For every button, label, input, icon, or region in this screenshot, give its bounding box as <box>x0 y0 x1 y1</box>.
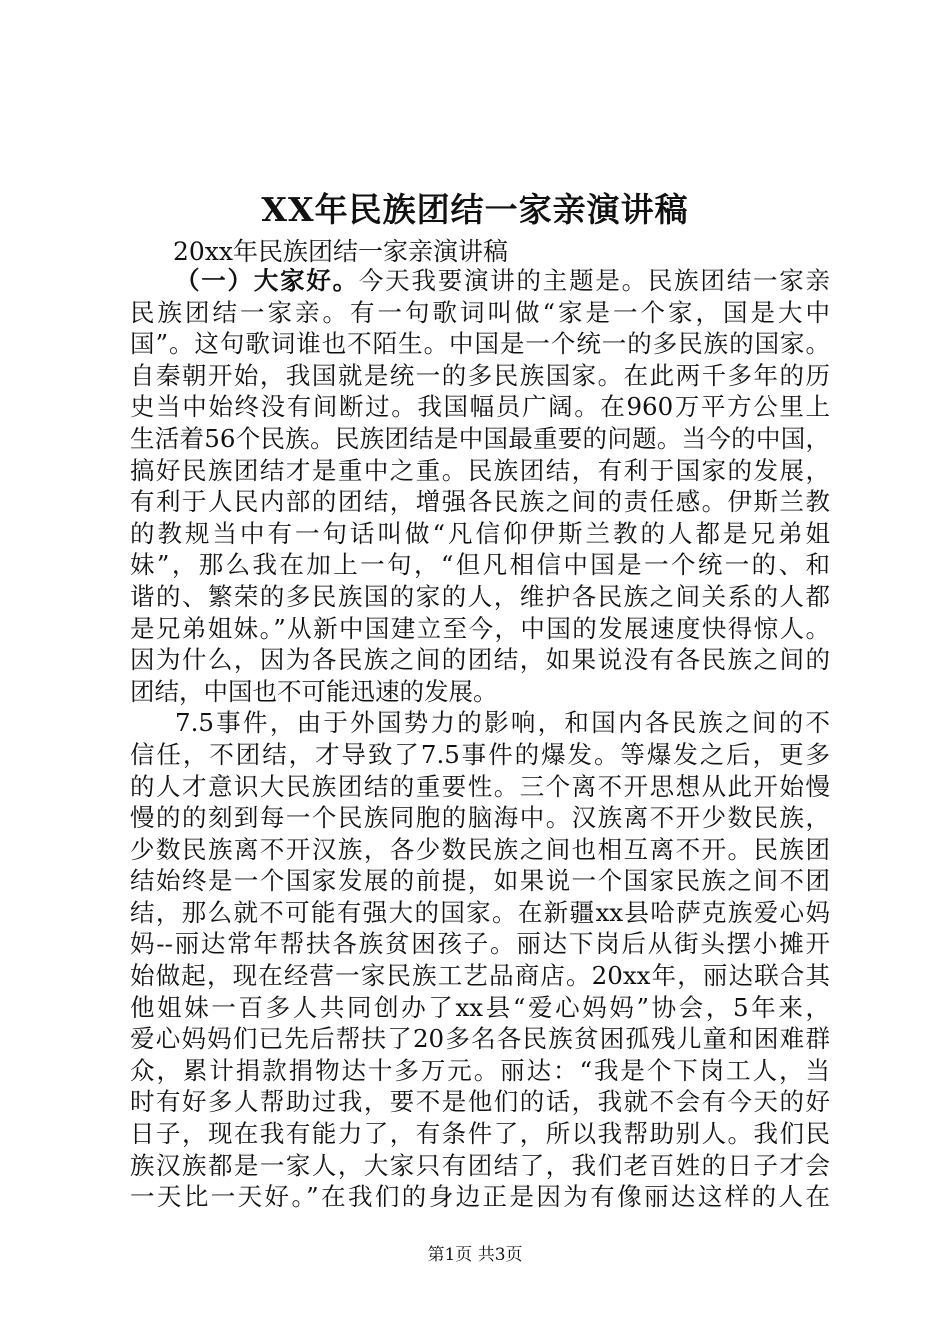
paragraph-line: 生活着56个民族。民族团结是中国最重要的问题。当今的中国， <box>130 423 830 453</box>
paragraph-line: 爱心妈妈们已先后帮扶了20多名各民族贫困孤残儿童和困难群 <box>130 1024 830 1054</box>
paragraph-2 <box>130 707 830 1213</box>
paragraph-line: 始做起，现在经营一家民族工艺品商店。20xx年，丽达联合其 <box>130 961 830 991</box>
paragraph-line: 是兄弟姐妹。”从新中国建立至今，中国的发展速度快得惊人。 <box>130 613 830 643</box>
paragraph-line: 族汉族都是一家人，大家只有团结了，我们老百姓的日子才会 <box>130 1150 830 1180</box>
paragraph-line: 民族团结一家亲。有一句歌词叫做“家是一个家，国是大中 <box>130 297 830 327</box>
paragraph-line: 少数民族离不开汉族，各少数民族之间也相互离不开。民族团 <box>130 834 830 864</box>
paragraph-line: 日子，现在我有能力了，有条件了，所以我帮助别人。我们民 <box>130 1119 830 1149</box>
paragraph-line: 信任，不团结，才导致了7.5事件的爆发。等爆发之后，更多 <box>130 739 830 769</box>
document-body <box>130 265 830 1213</box>
paragraph-line: 结始终是一个国家发展的前提，如果说一个国家民族之间不团 <box>130 866 830 896</box>
paragraph-line: 妈--丽达常年帮扶各族贫困孩子。丽达下岗后从街头摆小摊开 <box>130 929 830 959</box>
paragraph-line: 团结，中国也不可能迅速的发展。 <box>130 676 498 706</box>
document-title: XX年民族团结一家亲演讲稿 <box>261 190 689 229</box>
paragraph-line: 因为什么，因为各民族之间的团结，如果说没有各民族之间的 <box>130 645 830 675</box>
paragraph-line: 自秦朝开始，我国就是统一的多民族国家。在此两千多年的历 <box>130 360 830 390</box>
paragraph-line: 结，那么就不可能有强大的国家。在新疆xx县哈萨克族爱心妈 <box>130 897 830 927</box>
paragraph-line-text: 今天我要演讲的主题是。民族团结一家亲 <box>358 266 831 295</box>
paragraph-lead: （一）大家好。 <box>175 266 359 295</box>
paragraph-line: 时有好多人帮助过我，要不是他们的话，我就不会有今天的好 <box>130 1087 830 1117</box>
page-footer: 第1页 共3页 <box>427 1245 523 1265</box>
paragraph-line: 妹”，那么我在加上一句，“但凡相信中国是一个统一的、和 <box>130 550 830 580</box>
paragraph-line: 国”。这句歌词谁也不陌生。中国是一个统一的多民族的国家。 <box>130 329 830 359</box>
paragraph-line: 搞好民族团结才是重中之重。民族团结，有利于国家的发展， <box>130 455 830 485</box>
paragraph-line: 的人才意识大民族团结的重要性。三个离不开思想从此开始慢 <box>130 771 830 801</box>
paragraph-line: 他姐妹一百多人共同创办了xx县“爱心妈妈”协会，5年来， <box>130 992 830 1022</box>
document-subtitle: 20xx年民族团结一家亲演讲稿 <box>173 237 509 266</box>
paragraph-1 <box>130 265 830 707</box>
paragraph-line: 谐的、繁荣的多民族国的家的人，维护各民族之间关系的人都 <box>130 581 830 611</box>
paragraph-line: 7.5事件，由于外国势力的影响，和国内各民族之间的不 <box>175 708 830 738</box>
paragraph-line: 众，累计捐款捐物达十多万元。丽达：“我是个下岗工人，当 <box>130 1055 830 1085</box>
paragraph-line: 的教规当中有一句话叫做“凡信仰伊斯兰教的人都是兄弟姐 <box>130 518 830 548</box>
paragraph-line: 一天比一天好。”在我们的身边正是因为有像丽达这样的人在 <box>130 1182 830 1212</box>
paragraph-line: 慢的的刻到每一个民族同胞的脑海中。汉族离不开少数民族， <box>130 803 830 833</box>
paragraph-line: 史当中始终没有间断过。我国幅员广阔。在960万平方公里上 <box>130 392 830 422</box>
paragraph-line: 有利于人民内部的团结，增强各民族之间的责任感。伊斯兰教 <box>130 487 830 517</box>
paragraph-line <box>130 265 830 297</box>
